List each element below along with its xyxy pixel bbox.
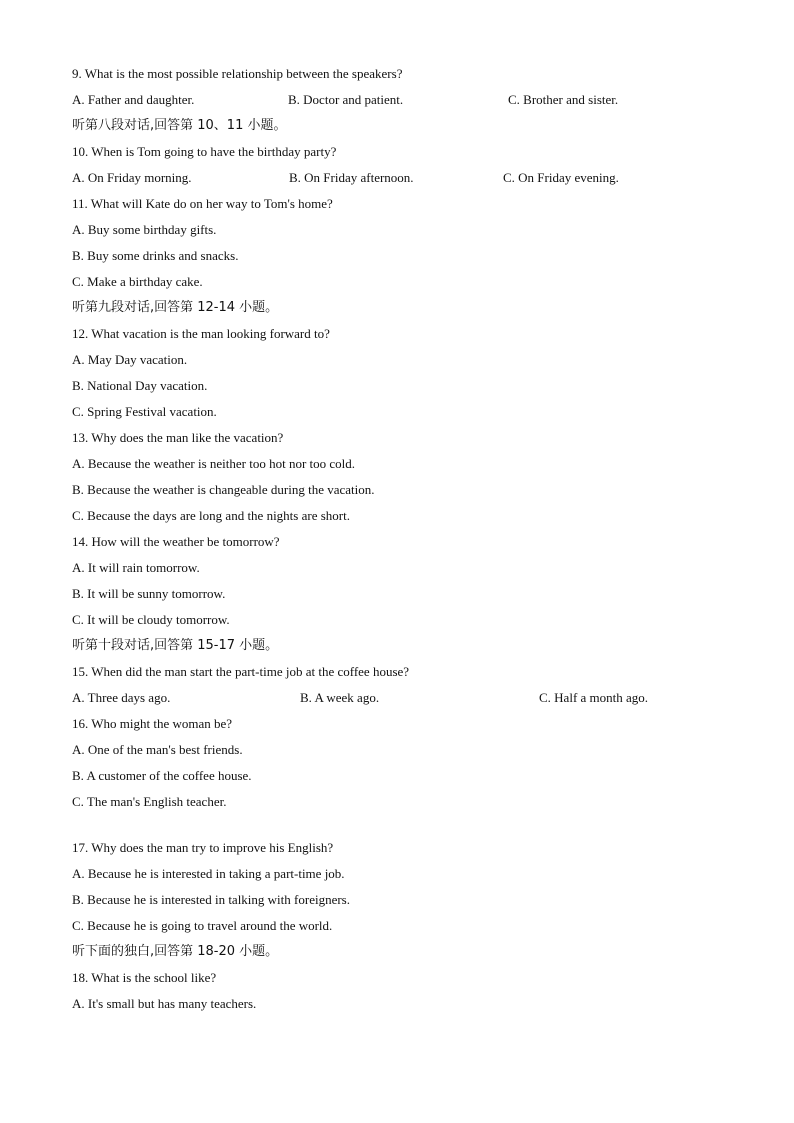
- section-heading-9: 听第九段对话,回答第 12-14 小题。: [72, 300, 279, 315]
- option-a: A. One of the man's best friends.: [72, 742, 243, 757]
- section-heading-8: 听第八段对话,回答第 10、11 小题。: [72, 118, 287, 133]
- question-9: 9. What is the most possible relationship between the speakers?: [72, 66, 403, 81]
- option-b: B. It will be sunny tomorrow.: [72, 586, 226, 601]
- section-heading-monologue: 听下面的独白,回答第 18-20 小题。: [72, 944, 279, 959]
- section-heading-10: 听第十段对话,回答第 15-17 小题。: [72, 638, 279, 653]
- option-c: C. On Friday evening.: [503, 170, 619, 185]
- option-b: B. Doctor and patient.: [288, 92, 404, 107]
- question-12: 12. What vacation is the man looking forward to?: [72, 326, 330, 341]
- option-b: B. A customer of the coffee house.: [72, 768, 252, 783]
- question-16: 16. Who might the woman be?: [72, 716, 233, 731]
- question-15: 15. When did the man start the part-time job at the coffee house?: [72, 664, 410, 679]
- option-a: A. It's small but has many teachers.: [72, 996, 257, 1011]
- option-a: A. On Friday morning.: [72, 170, 192, 185]
- option-b: B. National Day vacation.: [72, 378, 208, 393]
- question-18: 18. What is the school like?: [72, 970, 217, 985]
- option-c: C. Half a month ago.: [539, 690, 649, 705]
- option-c: C. The man's English teacher.: [72, 794, 227, 809]
- option-a: A. Father and daughter.: [72, 92, 195, 107]
- question-11: 11. What will Kate do on her way to Tom's home?: [72, 196, 333, 211]
- option-a: A. Three days ago.: [72, 690, 171, 705]
- option-a: A. Because the weather is neither too hot nor too cold.: [72, 456, 356, 471]
- option-b: B. Buy some drinks and snacks.: [72, 248, 239, 263]
- option-a: A. It will rain tomorrow.: [72, 560, 200, 575]
- option-a: A. May Day vacation.: [72, 352, 188, 367]
- option-c: C. Because the days are long and the nights are short.: [72, 508, 350, 523]
- option-c: C. It will be cloudy tomorrow.: [72, 612, 230, 627]
- question-17: 17. Why does the man try to improve his English?: [72, 840, 334, 855]
- option-a: A. Buy some birthday gifts.: [72, 222, 217, 237]
- option-b: B. On Friday afternoon.: [289, 170, 414, 185]
- option-b: B. A week ago.: [300, 690, 380, 705]
- option-a: A. Because he is interested in taking a part-time job.: [72, 866, 345, 881]
- question-14: 14. How will the weather be tomorrow?: [72, 534, 280, 549]
- option-b: B. Because the weather is changeable during the vacation.: [72, 482, 375, 497]
- question-13: 13. Why does the man like the vacation?: [72, 430, 284, 445]
- option-c: C. Spring Festival vacation.: [72, 404, 217, 419]
- option-c: C. Because he is going to travel around the world.: [72, 918, 333, 933]
- question-10: 10. When is Tom going to have the birthday party?: [72, 144, 337, 159]
- option-c: C. Brother and sister.: [508, 92, 619, 107]
- option-c: C. Make a birthday cake.: [72, 274, 203, 289]
- option-b: B. Because he is interested in talking with foreigners.: [72, 892, 350, 907]
